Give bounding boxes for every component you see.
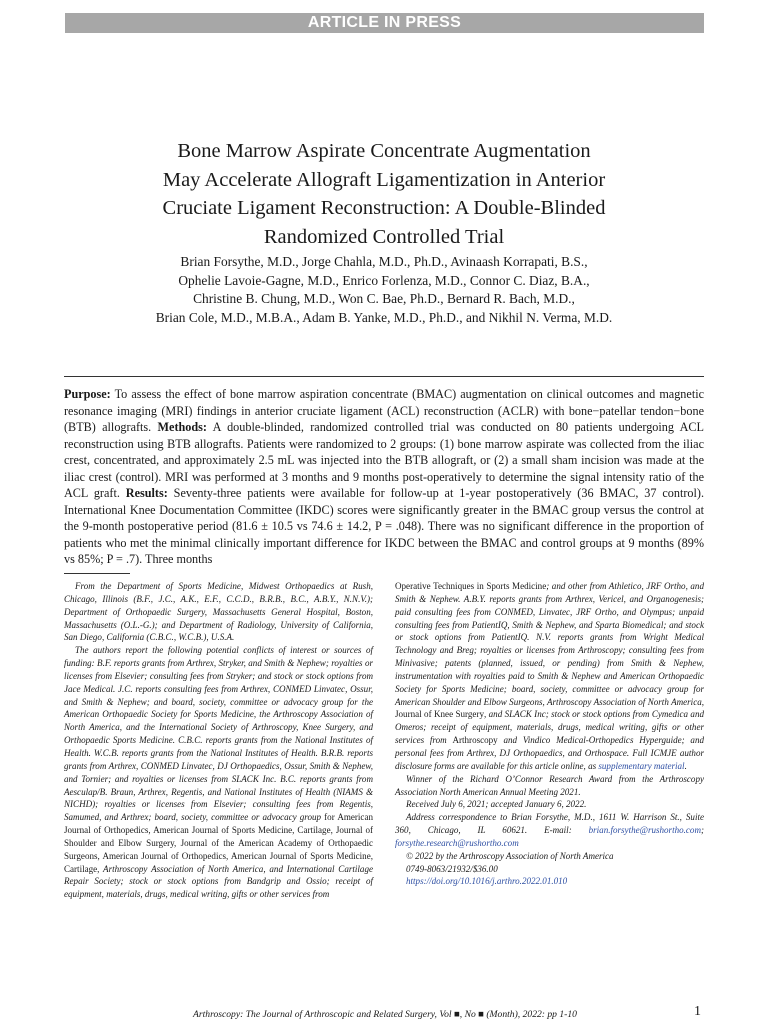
abstract: [64, 386, 704, 568]
doi-link[interactable]: https://doi.org/10.1016/j.arthro.2022.01.010: [406, 876, 568, 887]
abstract-top-rule: [64, 376, 704, 377]
footnote-column-right: [395, 580, 704, 888]
title-line: Randomized Controlled Trial: [263, 225, 505, 248]
author-list: [70, 253, 698, 327]
journal-name: Operative Techniques in Sports Medicine: [395, 581, 547, 591]
coi-journals: for American Journal of Orthopedics, American Journal of Sports Medicine, Cartilage, Journal of Shoulder and Elbow Surgery, Journal of the American Academy of Orthopaedic Surgeons, American Journal of Orthopedics, American Journal of Sports Medicine, Cartilage,: [64, 812, 373, 874]
disclosure-text: , and SLACK Inc; stock or stock options from Cymedica and Omeros; receipt of equipment, materials, drugs, medical writing, gifts or other services from: [395, 709, 704, 746]
correspondence-address: Address correspondence to Brian Forsythe, M.D., 1611 W. Harrison St., Suite 360, Chicago, IL 60621. E-mail:: [395, 812, 704, 836]
disclosure-text: .: [684, 760, 687, 771]
journal-footer: Arthroscopy: The Journal of Arthroscopic and Related Surgery, Vol ■, No ■ (Month), 2022: pp 1-10: [193, 1009, 577, 1020]
author-line: Brian Cole, M.D., M.B.A., Adam B. Yanke, M.D., Ph.D., and Nikhil N. Verma, M.D.: [155, 309, 613, 325]
footnote-rule-left: [64, 573, 130, 574]
results-text: Seventy-three patients were available for follow-up at 1-year postoperatively (36 BMAC, 37 control). International Knee Documentation Committee (IKDC) scores were significantly greater in the BMAC group versus the control at the 9-month postoperative period (81.6 ± 10.5 vs 74.6 ± 14.2, P = .048). There was no significant difference in the proportion of patients who met the minimal clinically important difference for IKDC between the BMAC and control groups at 9 months (89% vs 85%; P = .7). Three months: [64, 486, 704, 566]
email-link-secondary[interactable]: forsythe.research@rushortho.com: [395, 837, 519, 848]
author-line: Brian Forsythe, M.D., Jorge Chahla, M.D., Ph.D., Avinaash Korrapati, B.S.,: [180, 254, 588, 269]
journal-name: Journal of Knee Surgery: [395, 709, 484, 720]
footnote-column-left: [64, 580, 373, 901]
article-title: [90, 137, 678, 251]
correspondence-note: [395, 811, 704, 850]
disclosure-continued: [395, 580, 704, 773]
author-line: Christine B. Chung, M.D., Won C. Bae, Ph.D., Bernard R. Bach, M.D.,: [193, 291, 575, 307]
disclosure-text: and Vindico Medical-Orthopedics Hyperguide; and personal fees from Arthrex, DJ Orthopaedics, and Orthospace. Full ICMJE author disclosure forms are available for this article online, as: [395, 735, 704, 771]
purpose-label: Purpose:: [64, 387, 111, 401]
received-note: Received July 6, 2021; accepted January 6, 2022.: [406, 799, 587, 810]
coi-text: The authors report the following potential conflicts of interest or sources of funding: B.F. reports grants from Arthrex, Stryker, and Smith & Nephew; royalties or licenses from Elsevier; consulting fees from Stryker; and stock or stock options from Jace Medical. J.C. reports consulting fees from Arthrex, CONMED Linvatec, Ossur, and Smith & Nephew; and board, society, committee or advocacy group for the American Orthopaedic Society for Sports Medicine, the Arthroscopy Association of North America, and the International Society of Arthroscopy, Knee Surgery, and Orthopaedic Sports Medicine. C.B.C. reports grants from the National Institutes of Health. W.C.B. reports grants from the National Institutes of Health. B.R.B. reports grants from Arthrex, CONMED Linvatec, DJ Orthopaedics, Ossur, Smith & Nephew, and Tornier; and royalties or licenses from SLACK Inc. B.C. reports grants from Aesculap/B. Braun, Arthrex, Regentis, and National Institutes of Health (NIAMS & NICHD); royalties or licenses from Elsevier; consulting fees from Regentis, Samumed, and Arthrex; board, society, committee or advocacy group: [64, 645, 373, 823]
coi-text-end: Arthroscopy Association of North America, and International Cartilage Repair Society; stock or stock options from Bandgrip and Ossio; receipt of equipment, materials, drugs, medical writing, gifts or other services from: [64, 863, 373, 900]
title-line: May Accelerate Allograft Ligamentization in Anterior: [162, 168, 606, 191]
title-line: Bone Marrow Aspirate Concentrate Augmentation: [177, 140, 591, 162]
supplementary-material-link[interactable]: supplementary material: [598, 760, 685, 771]
email-separator: ;: [700, 825, 704, 836]
title-line: Cruciate Ligament Reconstruction: A Double-Blinded: [162, 197, 606, 219]
affiliation-note: From the Department of Sports Medicine, Midwest Orthopaedics at Rush, Chicago, Illinois (B.F., J.C., A.K., E.F., C.C.D., B.R.B., B.C., A.B.Y., N.N.V.); Department of Orthopaedic Surgery, Massachusetts General Hospital, Boston, Massachusetts (O.L.-G.); and Department of Radiology, University of California, San Diego, California (C.B.C., W.C.B.), U.S.A.: [64, 581, 373, 643]
email-link[interactable]: brian.forsythe@rushortho.com: [588, 825, 701, 836]
methods-text: A double-blinded, randomized controlled trial was conducted on 80 patients undergoing ACL reconstruction using BTB allografts. Patients were randomized to 2 groups: (1) bone marrow aspirate was collected from the iliac crest, concentrated, and approximately 2.5 mL was injected into the BTB allograft, or (2) a small sham incision was made at the iliac crest (control). MRI was performed at 3 months and 9 months post-operatively to determine the signal intensity ratio of the ACL graft.: [64, 420, 704, 500]
copyright-note: © 2022 by the Arthroscopy Association of North America: [406, 850, 614, 861]
methods-label: Methods:: [157, 420, 207, 434]
conflict-of-interest-note: [64, 644, 373, 901]
page-number: 1: [694, 1004, 701, 1019]
results-label: Results:: [125, 486, 168, 500]
issn-note: 0749-8063/21932/$36.00: [406, 863, 498, 874]
journal-name: Arthroscopy: [452, 735, 498, 746]
article-in-press-banner: ARTICLE IN PRESS: [65, 13, 704, 33]
disclosure-text: ; and other from Athletico, JRF Ortho, and Smith & Nephew. A.B.Y. reports grants from Arthrex, Vericel, and Organogenesis; paid consulting fees from CONMED, Linvatec, JRF Ortho, and Olympus; unpaid consulting fees from PatientIQ, Smith & Nephew, and Sparta Biomedical; and stock or stock options from PatientIQ. N.V. reports grants from Wright Medical Technology and Breg; royalties or licenses from Arthroscopy; consulting fees from Minivasive; patents (planned, issued, or pending) from Smith & Nephew, instrumentation with royalties paid to Smith & Nephew and American Orthopaedic Society for Sports Medicine; board, society, committee or advocacy group for American Shoulder and Elbow Surgeons, Arthroscopy Association of North America,: [395, 581, 704, 707]
award-note: Winner of the Richard O’Connor Research Award from the Arthroscopy Association North American Annual Meeting 2021.: [395, 773, 704, 797]
purpose-text: To assess the effect of bone marrow aspiration concentrate (BMAC) augmentation on clinical outcomes and magnetic resonance imaging (MRI) findings in anterior cruciate ligament (ACL) reconstruction (ACLR) with bone−patellar tendon−bone (BTB) allografts.: [64, 387, 704, 434]
author-line: Ophelie Lavoie-Gagne, M.D., Enrico Forlenza, M.D., Connor C. Diaz, B.A.,: [178, 272, 590, 288]
